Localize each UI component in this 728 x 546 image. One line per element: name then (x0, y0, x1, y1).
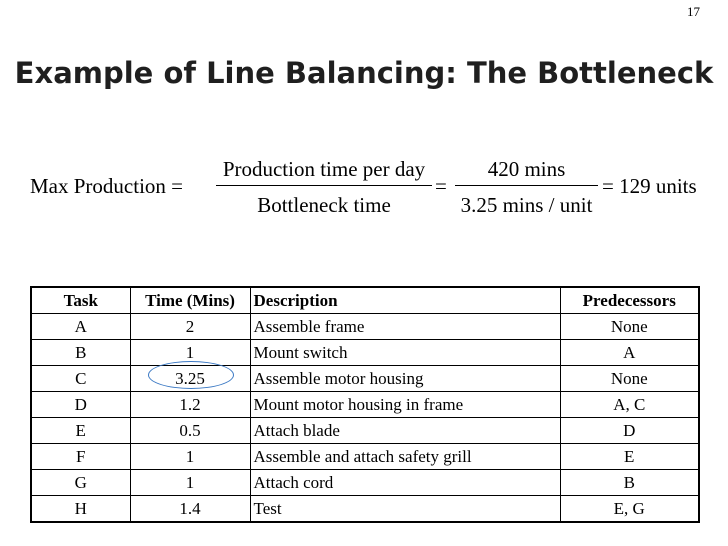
table-row (31, 366, 699, 392)
table-row (31, 444, 699, 470)
description-cell: Attach cord (250, 470, 560, 496)
header-time: Time (Mins) (130, 287, 250, 314)
table-row (31, 496, 699, 523)
slide-title: Example of Line Balancing: The Bottleneck (14, 56, 714, 90)
predecessors-cell: None (560, 366, 699, 392)
description-cell: Assemble motor housing (250, 366, 560, 392)
header-task: Task (31, 287, 130, 314)
formula-numerator-1: Production time per day (222, 157, 426, 181)
time-cell: 0.5 (130, 418, 250, 444)
slide-number: 17 (687, 4, 700, 19)
predecessors-cell: D (560, 418, 699, 444)
description-cell: Attach blade (250, 418, 560, 444)
table-row (31, 418, 699, 444)
description-cell: Mount motor housing in frame (250, 392, 560, 418)
task-cell: G (31, 470, 130, 496)
task-cell: C (31, 366, 130, 392)
description-cell: Assemble frame (250, 314, 560, 340)
description-cell: Assemble and attach safety grill (250, 444, 560, 470)
task-cell: B (31, 340, 130, 366)
table-row (31, 314, 699, 340)
description-cell: Test (250, 496, 560, 523)
predecessors-cell: None (560, 314, 699, 340)
table-row (31, 470, 699, 496)
task-cell: A (31, 314, 130, 340)
description-cell: Mount switch (250, 340, 560, 366)
task-cell: D (31, 392, 130, 418)
formula-denominator-1: Bottleneck time (257, 193, 391, 217)
header-predecessors: Predecessors (560, 287, 699, 314)
bottleneck-highlight-ellipse (148, 361, 234, 389)
fraction-bar-2 (455, 185, 598, 186)
predecessors-cell: B (560, 470, 699, 496)
predecessors-cell: A, C (560, 392, 699, 418)
predecessors-cell: E, G (560, 496, 699, 523)
formula-equals: = (435, 174, 447, 198)
time-cell: 1.2 (130, 392, 250, 418)
task-cell: E (31, 418, 130, 444)
task-cell: F (31, 444, 130, 470)
time-cell: 2 (130, 314, 250, 340)
fraction-bar-1 (216, 185, 432, 186)
time-cell: 3.25 (130, 366, 250, 392)
formula-lhs: Max Production = (30, 174, 183, 198)
header-description: Description (250, 287, 560, 314)
time-cell: 1 (130, 444, 250, 470)
formula-denominator-2: 3.25 mins / unit (460, 193, 593, 217)
formula-result: = 129 units (602, 174, 697, 198)
time-cell: 1.4 (130, 496, 250, 523)
predecessors-cell: A (560, 340, 699, 366)
table-header-row (31, 287, 699, 314)
time-cell: 1 (130, 340, 250, 366)
time-cell: 1 (130, 470, 250, 496)
predecessors-cell: E (560, 444, 699, 470)
task-cell: H (31, 496, 130, 523)
task-table (30, 286, 700, 523)
table-row (31, 392, 699, 418)
table-row (31, 340, 699, 366)
formula-numerator-2: 420 mins (487, 157, 566, 181)
